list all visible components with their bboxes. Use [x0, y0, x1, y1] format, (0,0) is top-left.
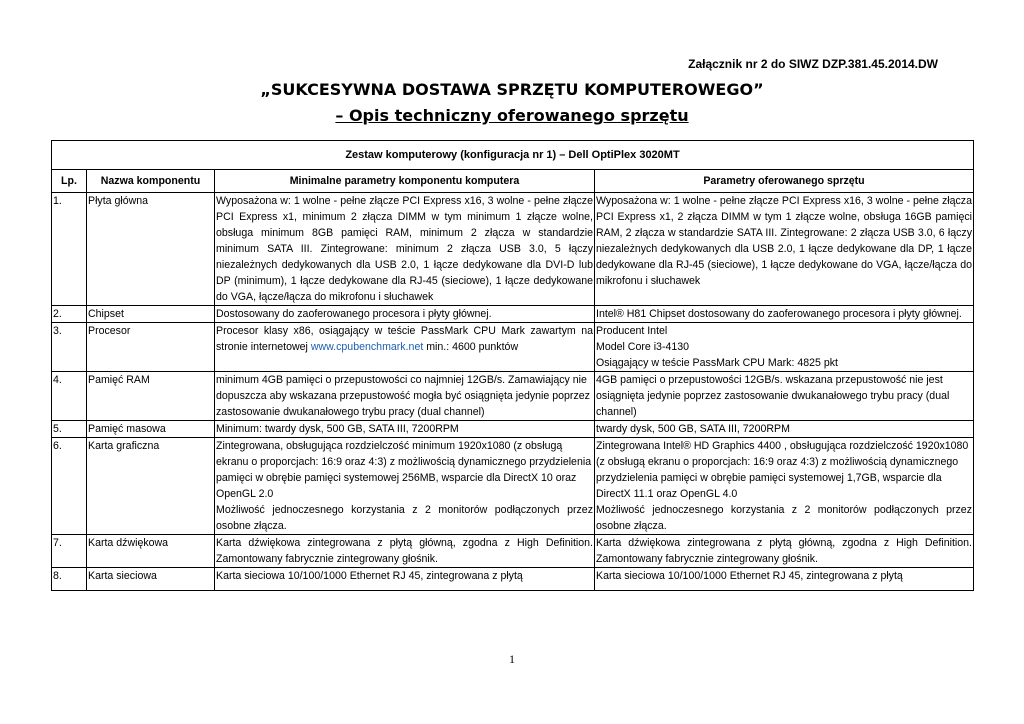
col-header-min: Minimalne parametry komponentu komputera: [215, 170, 595, 193]
header-row: [52, 170, 974, 193]
page-number: 1: [509, 652, 515, 666]
cpubenchmark-link[interactable]: www.cpubenchmark.net: [310, 341, 424, 353]
table-row: [52, 372, 974, 421]
row-offer-params: Wyposażona w: 1 wolne - pełne złącze PCI Express x16, 3 wolne - pełne złącza PCI Express x1, 2 złącza DIMM w tym 1 złącze wolne, obsługa 16GB pamięci RAM, 2 złącza w standardzie SATA III. Zintegrowane: 2 złącza USB 3.0, 6 łączy niezależnych dedykowanych dla USB 2.0, 1 łącze dedykowane dla DP, 1 łącze dedykowane dla RJ-45 (sieciowe), 1 łącze dedykowane do VGA, łącze/łącza do mikrofonu i słuchawek: [595, 193, 974, 306]
set-title: Zestaw komputerowy (konfiguracja nr 1) – Dell OptiPlex 3020MT: [52, 141, 974, 170]
row-lp: 6.: [52, 438, 87, 535]
table-row: [52, 306, 974, 323]
row-min-params: Dostosowany do zaoferowanego procesora i płyty głównej.: [215, 306, 595, 323]
row-min-params: [215, 438, 595, 535]
row-name: Chipset: [87, 306, 215, 323]
row-name: Karta sieciowa: [87, 568, 215, 591]
col-header-offer: Parametry oferowanego sprzętu: [595, 170, 974, 193]
table-row: [52, 421, 974, 438]
row-min-params: Minimum: twardy dysk, 500 GB, SATA III, 7200RPM: [215, 421, 595, 438]
row-min-params: minimum 4GB pamięci o przepustowości co najmniej 12GB/s. Zamawiający nie dopuszcza aby wskazana przepustowość mogła być osiągnięta jedynie poprzez zastosowanie dwukanałowego trybu pracy (dual channel): [215, 372, 595, 421]
offer-line: Model Core i3-4130: [596, 341, 690, 353]
offer-line: Producent Intel: [596, 325, 668, 337]
col-header-lp: Lp.: [52, 170, 87, 193]
spec-table: [51, 140, 974, 591]
row-name: Pamięć RAM: [87, 372, 215, 421]
set-title-row: [52, 141, 974, 170]
offer-text-monitors: Możliwość jednoczesnego korzystania z 2 monitorów podłączonych przez osobne złącza.: [596, 504, 972, 532]
row-lp: 3.: [52, 323, 87, 372]
row-name: Procesor: [87, 323, 215, 372]
row-name: Karta dźwiękowa: [87, 535, 215, 568]
table-row: [52, 438, 974, 535]
row-min-params: Karta sieciowa 10/100/1000 Ethernet RJ 45, zintegrowana z płytą: [215, 568, 595, 591]
row-lp: 5.: [52, 421, 87, 438]
row-min-params: Wyposażona w: 1 wolne - pełne złącze PCI Express x16, 3 wolne - pełne złącze PCI Express x1, minimum 2 złącza DIMM w tym minimum 1 złącze wolne, obsługa minimum 8GB pamięci RAM, minimum 2 złącza w standardzie minimum SATA III. Zintegrowane: minimum 2 złącza USB 3.0, 5 łączy niezależnych dedykowanych dla USB 2.0, 1 łącze dedykowane dla DVI-D lub DP (minimum), 1 łącze dedykowane dla RJ-45 (sieciowe), 1 łącze dedykowane do VGA, łącze/łącza do mikrofonu i słuchawek: [215, 193, 595, 306]
table-row: [52, 535, 974, 568]
row-offer-params: 4GB pamięci o przepustowości 12GB/s. wskazana przepustowość nie jest osiągnięta jedynie poprzez zastosowanie dwukanałowego trybu pracy (dual channel): [595, 372, 974, 421]
row-offer-params: [595, 323, 974, 372]
row-offer-params: Intel® H81 Chipset dostosowany do zaoferowanego procesora i płyty głównej.: [595, 306, 974, 323]
row-name: Płyta główna: [87, 193, 215, 306]
min-text-post: min.: 4600 punktów: [423, 341, 519, 353]
table-row: [52, 568, 974, 591]
row-offer-params: Karta dźwiękowa zintegrowana z płytą główną, zgodna z High Definition. Zamontowany fabrycznie zintegrowany głośnik.: [595, 535, 974, 568]
offer-line: Osiągający w teście PassMark CPU Mark: 4825 pkt: [596, 357, 838, 369]
row-name: Karta graficzna: [87, 438, 215, 535]
row-name: Pamięć masowa: [87, 421, 215, 438]
document-subtitle: – Opis techniczny oferowanego sprzętu: [335, 106, 689, 125]
row-offer-params: Karta sieciowa 10/100/1000 Ethernet RJ 45, zintegrowana z płytą: [595, 568, 974, 591]
min-text-monitors: Możliwość jednoczesnego korzystania z 2 monitorów podłączonych przez osobne złącza.: [216, 504, 593, 532]
table-row: [52, 193, 974, 306]
row-lp: 1.: [52, 193, 87, 306]
row-lp: 2.: [52, 306, 87, 323]
min-text: Zintegrowana, obsługująca rozdzielczość minimum 1920x1080 (z obsługą ekranu o proporcjach: 16:9 oraz 4:3) z możliwością dynamicznego przydzielenia pamięci w obrębie pamięci systemowej 256MB, wsparcie dla DirectX 10 oraz OpenGL 2.0: [216, 440, 592, 500]
row-lp: 8.: [52, 568, 87, 591]
row-offer-params: [595, 438, 974, 535]
col-header-name: Nazwa komponentu: [87, 170, 215, 193]
document-title: „SUKCESYWNA DOSTAWA SPRZĘTU KOMPUTEROWEGO”: [260, 80, 764, 99]
table-row: [52, 323, 974, 372]
annex-reference: Załącznik nr 2 do SIWZ DZP.381.45.2014.DW: [688, 57, 938, 71]
row-min-params: [215, 323, 595, 372]
min-text-pre: Procesor klasy x86, osiągający w teście PassMark CPU Mark zawartym na stronie internetowej: [216, 325, 593, 353]
offer-text: Zintegrowana Intel® HD Graphics 4400 , obsługująca rozdzielczość 1920x1080 (z obsługą ekranu o proporcjach: 16:9 oraz 4:3) z możliwością dynamicznego przydzielenia pamięci w obrębie pamięci systemowej 1,7GB, wsparcie dla DirectX 11.1 oraz OpenGL 4.0: [596, 440, 969, 500]
row-lp: 7.: [52, 535, 87, 568]
row-lp: 4.: [52, 372, 87, 421]
row-min-params: Karta dźwiękowa zintegrowana z płytą główną, zgodna z High Definition. Zamontowany fabrycznie zintegrowany głośnik.: [215, 535, 595, 568]
row-offer-params: twardy dysk, 500 GB, SATA III, 7200RPM: [595, 421, 974, 438]
